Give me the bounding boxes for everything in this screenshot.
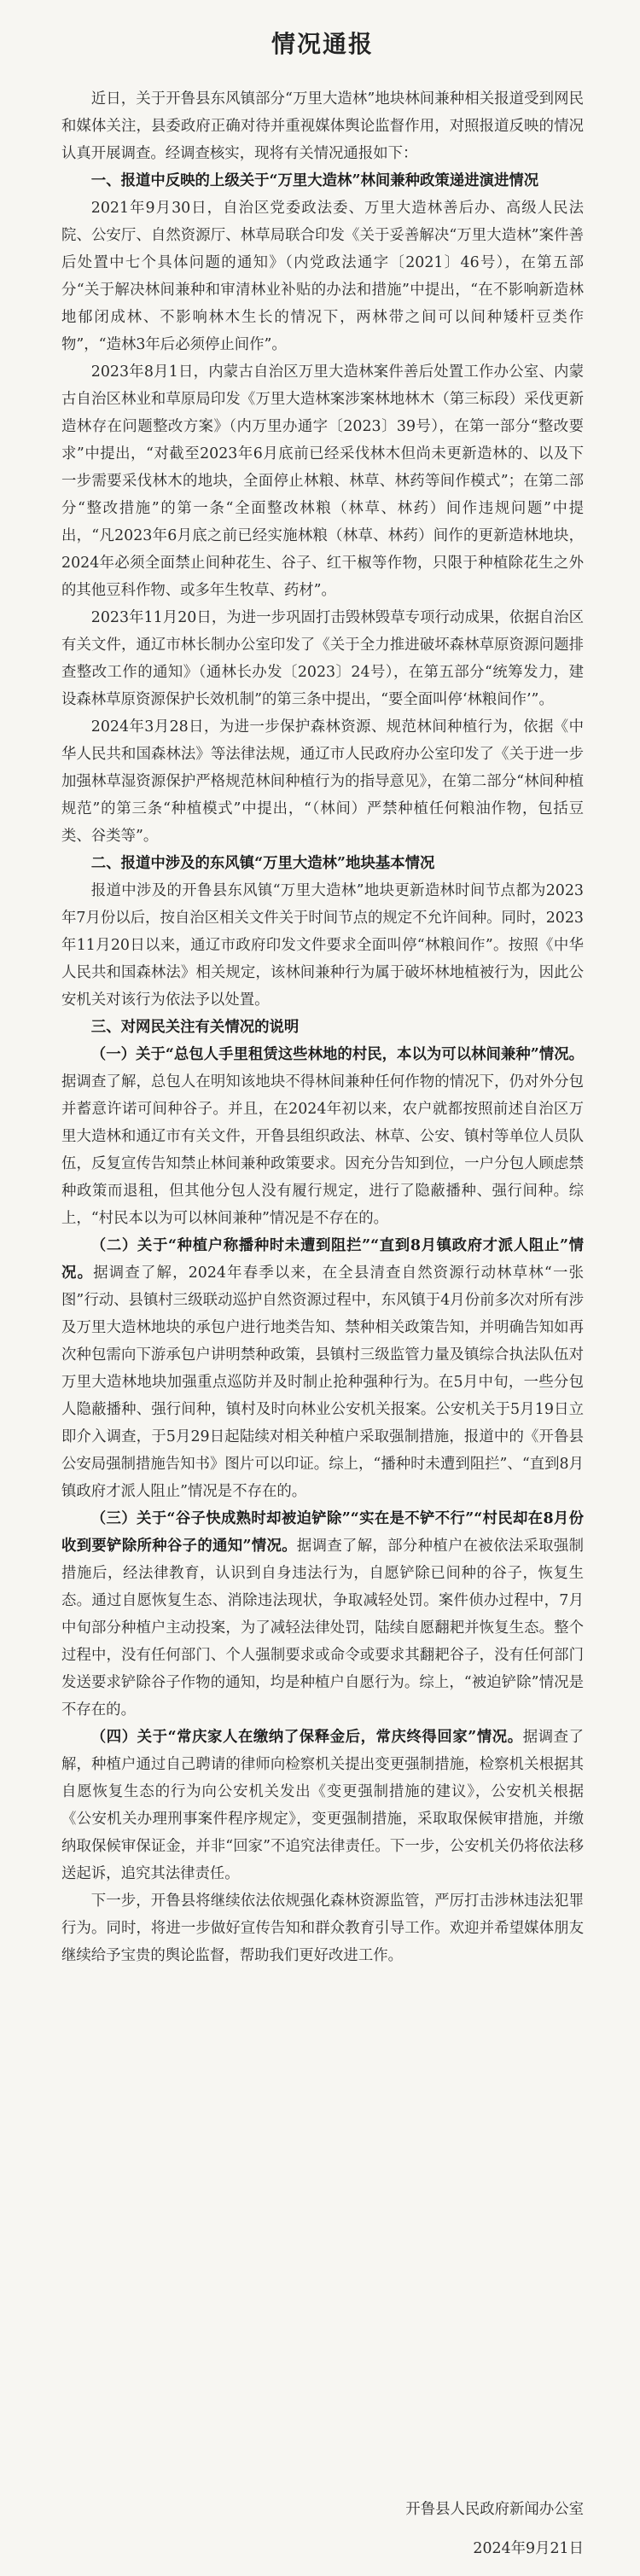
page-title: 情况通报 bbox=[271, 30, 374, 58]
section-1-paragraph: 2023年8月1日，内蒙古自治区万里大造林案件善后处置工作办公室、内蒙古自治区林业和草原局印发《万里大造林案涉案林地林木（第三标段）采伐更新造林存在问题整改方案》（内万里办通字〔2023〕39号），在第一部分“整改要求”中提出，“对截至2023年6月底前已经采伐林木但尚未更新造林的、以及下一步需要采伐林木的地块，全面停止林粮、林草、林药等间作模式”；在第二部分“整改措施”的第一条“全面整改林粮（林草、林药）间作违规问题”中提出，“凡2023年6月底之前已经实施林粮（林草、林药）间作的更新造林地块，2024年必须全面禁止间种花生、谷子、红干椒等作物，只限于种植除花生之外的其他豆科作物、或多年生牧草、药材”。 bbox=[61, 363, 584, 599]
section-1-paragraph: 2021年9月30日，自治区党委政法委、万里大造林善后办、高级人民法院、公安厅、自然资源厅、林草局联合印发《关于妥善解决“万里大造林”案件善后处置中七个具体问题的通知》（内党政法通字〔2021〕46号），在第五部分“关于解决林间兼种和审清林业补贴的办法和措施”中提出，“在不影响新造林地郁闭成林、不影响林木生长的情况下，两林带之间可以间种矮杆豆类作物”，“造林3年后必须停止间作”。 bbox=[61, 200, 584, 353]
item-body: 据调查了解，种植户通过自己聘请的律师向检察机关提出变更强制措施，检察机关根据其自愿恢复生态的行为向公安机关发出《变更强制措施的建议》，公安机关根据《公安机关办理刑事案件程序规定》，变更强制措施，采取取保候审措施，并缴纳取保候审保证金，并非“回家”不追究法律责任。下一步，公安机关仍将依法移送起诉，追究其法律责任。 bbox=[61, 1729, 584, 1882]
section-3-item bbox=[61, 1041, 584, 1232]
section-2-paragraph: 报道中涉及的开鲁县东风镇“万里大造林”地块更新造林时间节点都为2023年7月份以后，按自治区相关文件关于时间节点的规定不允许间种。同时，2023年11月20日以来，通辽市政府印发文件要求全面叫停“林粮间作”。按照《中华人民共和国森林法》相关规定，该林间兼种行为属于破坏林地植被行为，因此公安机关对该行为依法予以处置。 bbox=[61, 882, 584, 1009]
section-3-item bbox=[61, 1232, 584, 1505]
section-3-item bbox=[61, 1724, 584, 1887]
intro-paragraph: 近日，关于开鲁县东风镇部分“万里大造林”地块林间兼种相关报道受到网民和媒体关注，县委政府正确对待并重视媒体舆论监督作用，对照报道反映的情况认真开展调查。经调查核实，现将有关情况通报如下： bbox=[61, 90, 584, 162]
item-lead: （一）关于“总包人手里租赁这些林地的村民，本以为可以林间兼种”情况。 bbox=[90, 1046, 584, 1063]
section-1-paragraph: 2024年3月28日，为进一步保护森林资源、规范林间种植行为，依据《中华人民共和国森林法》等法律法规，通辽市人民政府办公室印发了《关于进一步加强林草湿资源保护严格规范林间种植行为的指导意见》，在第二部分“林间种植规范”的第三条“种植模式”中提出，“（林间）严禁种植任何粮油作物，包括豆类、谷类等”。 bbox=[61, 718, 584, 845]
item-lead: （四）关于“常庆家人在缴纳了保释金后，常庆终得回家”情况。 bbox=[90, 1729, 523, 1746]
item-body: 据调查了解，部分种植户在被依法采取强制措施后，经法律教育，认识到自身违法行为，自愿铲除已间种的谷子，恢复生态。通过自愿恢复生态、消除违法现状，争取减轻处罚。案件侦办过程中，7月中旬部分种植户主动投案，为了减轻法律处罚，陆续自愿翻耙并恢复生态。整个过程中，没有任何部门、个人强制要求或命令或要求其翻耙谷子，没有任何部门发送要求铲除谷子作物的通知，均是种植户自愿行为。综上，“被迫铲除”情况是不存在的。 bbox=[61, 1538, 584, 1718]
section-3-item bbox=[61, 1505, 584, 1724]
item-lead: （三）关于“谷子快成熟时却被迫铲除”“实在是不铲不行”“村民却在8月份收到要铲除所种谷子的通知”情况。 bbox=[61, 1510, 584, 1555]
signature-org: 开鲁县人民政府新闻办公室 bbox=[405, 2501, 584, 2518]
item-body: 据调查了解，总包人在明知该地块不得林间兼种任何作物的情况下，仍对外分包并蓄意许诺可间种谷子。并且，在2024年初以来，农户就都按照前述自治区万里大造林和通辽市有关文件，开鲁县组织政法、林草、公安、镇村等单位人员队伍，反复宣传告知禁止林间兼种政策要求。因充分告知到位，一户分包人顾虑禁种政策而退租，但其他分包人没有履行规定，进行了隐蔽播种、强行间种。综上，“村民本以为可以林间兼种”情况是不存在的。 bbox=[61, 1073, 584, 1227]
signature-date: 2024年9月21日 bbox=[473, 2540, 584, 2557]
section-2-heading: 二、报道中涉及的东风镇“万里大造林”地块基本情况 bbox=[90, 855, 435, 872]
item-body: 据调查了解，2024年春季以来，在全县清查自然资源行动林草林“一张图”行动、县镇村三级联动巡护自然资源过程中，东风镇于4月份前多次对所有涉及万里大造林地块的承包户进行地类告知、禁种相关政策告知，并明确告知如再次种包需向下游承包户讲明禁种政策，县镇村三级监管力量及镇综合执法队伍对万里大造林地块加强重点巡防并及时制止抢种强种行为。在5月中旬，一些分包人隐蔽播种、强行间种，镇村及时向林业公安机关报案。公安机关于5月19日立即介入调查，于5月29日起陆续对相关种植户采取强制措施，报道中的《开鲁县公安局强制措施告知书》图片可以印证。综上，“播种时未遭到阻拦”、“直到8月镇政府才派人阻止”情况是不存在的。 bbox=[61, 1265, 584, 1500]
section-1-paragraph: 2023年11月20日，为进一步巩固打击毁林毁草专项行动成果，依据自治区有关文件，通辽市林长制办公室印发了《关于全力推进破坏森林草原资源问题排查整改工作的通知》（通林长办发〔2023〕24号），在第五部分“统筹发力，建设森林草原资源保护长效机制”的第三条中提出，“要全面叫停‘林粮间作’”。 bbox=[61, 609, 584, 708]
section-3-heading: 三、对网民关注有关情况的说明 bbox=[90, 1019, 300, 1036]
section-1-heading: 一、报道中反映的上级关于“万里大造林”林间兼种政策递进演进情况 bbox=[90, 172, 539, 189]
item-lead: （二）关于“种植户称播种时未遭到阻拦”“直到8月镇政府才派人阻止”情况。 bbox=[61, 1237, 584, 1282]
closing-paragraph: 下一步，开鲁县将继续依法依规强化森林资源监管，严厉打击涉林违法犯罪行为。同时，将进一步做好宣传告知和群众教育引导工作。欢迎并希望媒体朋友继续给予宝贵的舆论监督，帮助我们更好改进工作。 bbox=[61, 1893, 584, 1964]
signature-block bbox=[405, 2496, 584, 2562]
